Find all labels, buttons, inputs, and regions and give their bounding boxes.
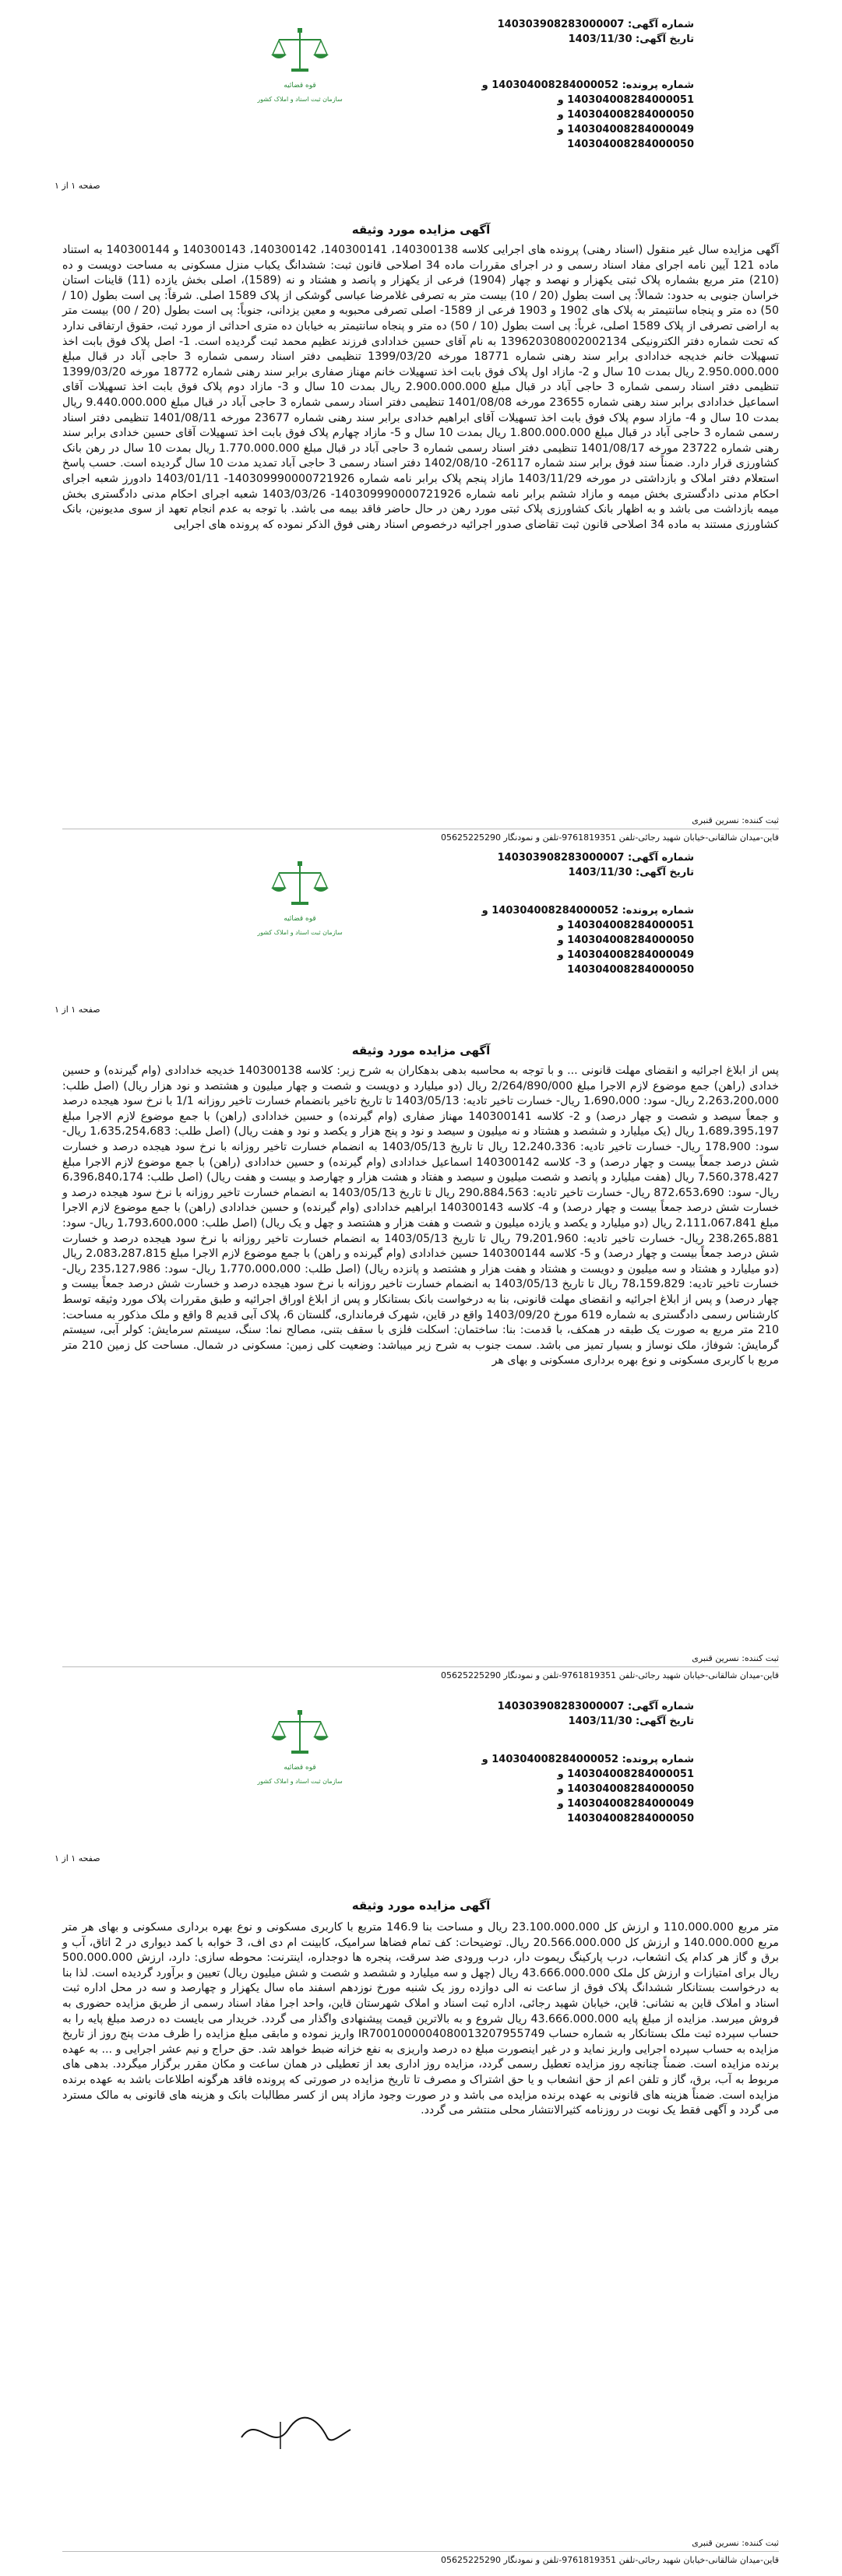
contact-info: قاین-میدان شالقانی-خیابان شهید رجائی-تلفن 9761819351-تلفن و نمودنگار 05625225290 bbox=[440, 832, 779, 843]
case-number: 140304008284000051 و bbox=[557, 1768, 694, 1780]
page-indicator: صفحه ۱ از ۱ bbox=[55, 181, 100, 191]
signer-name: نسرین قنبری bbox=[692, 815, 739, 825]
ad-body: متر مربع 110.000.000 و ارزش کل 23.100.000.000 ریال و مساحت بنا 146.9 متربع با کاربری مسکونی و نوع بهره برداری مسکونی و بهای هر متر مربع 140.000.000 و ارزش کل 20.566.000.000 ریال. توضیحات: کف تمام فضاها سرامیک، کابینت ام دی اف، 3 خوابه با کمد دیواری در 2 اتاق، آب و برق و گاز هر کدام یک انشعاب، درب پارکینگ ریموت دار، درب ورودی ضد سرقت، پنجره ها دوجداره، اینترنت: محوطه سازی: دارد، ارزش 500.000.000 ریال برای امتیازات و ارزش کل ملک 43.666.000.000 ریال (چهل و سه میلیارد و ششصد و شصت و شش میلیون ریال) تعیین و برآورد گردیده است. لذا بنا به درخواست بستانکار ششدانگ پلاک فوق از ساعت نه الی دوازده روز یک شنبه مورخ نوزدهم اسفند ماه سال یکهزار و چهارصد و سه در محل اداره ثبت اسناد و املاک قاین به نشانی: قاین، خیابان شهید رجائی، اداره ثبت اسناد و املاک شهرستان قاین، واحد اجرا مفاد اسناد رسمی از طریق مزایده حضوری به فروش میرسد. مزایده از مبلغ پایه 43.666.000.000 ریال شروع و به بالاترین قیمت پیشنهادی واگذار می گردد. خریدار می بایست ده درصد مبلغ پایه را به حساب سپرده ثبت ملک بستانکار به شماره حساب IR7001000004080013207955749 واریز نموده و مابقی مبلغ مزایده را ظرف مدت پنج روز از تاریخ مزایده به حساب سپرده اجرایی واریز نماید و در غیر اینصورت مبلغ ده درصد واریزی به نفع خزانه ضبط خواهد شد. حق حراج و نیم عشر اجرایی و ... به عهده برنده مزایده است. ضمناً چنانچه روز مزایده تعطیل رسمی گردد، مزایده روز اداری بعد از تعطیلی در همان ساعت و مکان مقرر برگزار میگردد. بدهی های مربوط به آب، برق، گاز و تلفن اعم از حق انشعاب و یا حق اشتراک و مصرف تا تاریخ مزایده در صورتی که پرونده فاقد هرگونه اطلاعات باشد به عهده برنده مزایده است. ضمناً هزینه های قانونی به عهده برنده مزایده می باشد و در صورت وجود مازاد پس از کسر مطالبات بانک و هزینه های قانونی به مالک مسترد می گردد و آگهی فقط یک نوبت در روزنامه کثیرالانتشار محلی منتشر می گردد. bbox=[62, 1921, 780, 2117]
ad-date: 1403/11/30 bbox=[568, 1716, 632, 1727]
ad-number-label: شماره آگهی: bbox=[627, 19, 694, 30]
ad-date-label: تاریخ آگهی: bbox=[636, 867, 694, 878]
case-number: 140304008284000050 و bbox=[557, 1783, 694, 1795]
signer-label: ثبت کننده: bbox=[742, 2538, 779, 2548]
ad-number: 140303908283000007 bbox=[497, 1701, 625, 1712]
svg-text:قوه قضائیه: قوه قضائیه bbox=[284, 915, 316, 923]
ad-block-2 bbox=[0, 849, 842, 1682]
handwritten-signature-icon bbox=[234, 2406, 358, 2464]
signature-area bbox=[62, 2537, 779, 2549]
case-number: 140304008284000049 و bbox=[557, 949, 694, 961]
contact-area bbox=[62, 1670, 779, 1681]
ad-meta bbox=[498, 17, 694, 47]
ad-title: آگهی مزایده مورد وثیقه bbox=[351, 1899, 491, 1913]
case-number: 140304008284000051 و bbox=[557, 920, 694, 931]
ad-number-label: شماره آگهی: bbox=[627, 1701, 694, 1712]
ad-date-label: تاریخ آگهی: bbox=[636, 1716, 694, 1727]
case-number: 140304008284000050 bbox=[567, 964, 694, 976]
signer-name: نسرین قنبری bbox=[692, 2538, 739, 2548]
signature-area bbox=[62, 1652, 779, 1664]
contact-info: قاین-میدان شالقانی-خیابان شهید رجائی-تلفن 9761819351-تلفن و نمودنگار 05625225290 bbox=[440, 1670, 779, 1680]
case-label: شماره پرونده: bbox=[622, 79, 694, 91]
case-number: 140304008284000052 و bbox=[481, 905, 619, 917]
ad-body: پس از ابلاغ اجرائیه و انقضای مهلت قانونی ... و با توجه به محاسبه بدهی بدهکاران به شرح زیر: کلاسه 140300138 خدیجه خدادادی (وام گیرنده) و حسین خدادی (راهن) جمع موضوع لازم الاجرا مبلغ 2/264/890/000 ریال (دو میلیارد و دویست و شصت و چهار میلیون و هشتصد و نود هزار ریال) (اصل طلب: 2،263،200،000 ریال- سود: 1،690،000 ریال- خسارت تاخیر تادیه: 1403/05/13 تا تاریخ تاخیر بانضمام خسارت تاخیر روزانه 1/1 با نرخ سود هیجده درصد و جمعاً سیصد و شصت و چهار درصد) و 2- کلاسه 140300141 مهناز صفاری (وام گیرنده) و حسین خدادادی (راهن) با جمع موضوع لازم الاجرا مبلغ 1،689،395،197 ریال (یک میلیارد و ششصد و هشتاد و نه میلیون و سیصد و نود و پنج هزار و یکصد و نود و هفت ریال) (اصل طلب: 1،635،254،683 ریال- سود: 178،900 ریال- خسارت تاخیر تادیه: 12،240،336 ریال تا تاریخ 1403/05/13 به انضمام خسارت تاخیر روزانه با نرخ سود هیجده درصد و خسارت شش درصد جمعاً بیست و چهار درصد) و 3- کلاسه 140300142 اسماعیل خدادادی (وام گیرنده) و حسین خدادادی (راهن) با جمع موضوع لازم الاجرا مبلغ 7،560،378،427 ریال (هفت میلیارد و پانصد و شصت میلیون و سیصد و هفتاد و هشت هزار و چهارصد و بیست و هفت ریال) (اصل طلب: 6،396،840،174 ریال- سود: 872،653،690 ریال- خسارت تاخیر تادیه: 290،884،563 ریال تا تاریخ 1403/05/13 به انضمام خسارت تاخیر روزانه با نرخ سود هیجده درصد و خسارت شش درصد جمعاً بیست و چهار درصد) و 4- کلاسه 140300143 ابراهیم خدادادی (وام گیرنده) و حسین خدادادی (راهن) با جمع موضوع لازم الاجرا مبلغ 2،111،067،841 ریال (دو میلیارد و یکصد و یازده میلیون و شصت و هفت هزار و هشتصد و چهل و یک ریال) (اصل طلب: 1،793،600،000 ریال- سود: 238،265،881 ریال- خسارت تاخیر تادیه: 79،201،960 ریال تا تاریخ 1403/05/13 به انضمام خسارت تاخیر روزانه با نرخ سود هیجده درصد و خسارت شش درصد جمعاً بیست و چهار درصد) و 5- کلاسه 140300144 حسین خدادادی (وام گیرنده و راهن) با جمع موضوع لازم الاجرا مبلغ 2،083،287،815 ریال (دو میلیارد و هشتاد و سه میلیون و دویست و هشتاد و هفت هزار و هشتصد و پانزده ریال) (اصل طلب: 1،770،000،000 ریال- سود: 235،127،986 ریال- خسارت تاخیر تادیه: 78،159،829 ریال تا تاریخ 1403/05/13 به انضمام خسارت تاخیر روزانه با نرخ سود هیجده درصد و خسارت شش درصد جمعاً بیست و چهار درصد) و پس از ابلاغ اجرائیه و انقضای مهلت قانونی، بنا به درخواست بانک بستانکار و پس از ابلاغ اوراق اجرائیه و طبق مقررات پلاک مورد وثیقه توسط کارشناس رسمی دادگستری به شماره 619 مورخ 1403/09/20 واقع در قاین، شهرک فرمانداری، گلستان 6، پلاک آبی قدیم 8 واقع و ملک مذکور به مساحت: 210 متر مربع به صورت یک طبقه در همکف، با قدمت: بنا: ساختمان: اسکلت فلزی با سقف بتنی، مصالح نما: سنگ، سیستم سرمایش: کولر آبی، سیستم گرمایش: شوفاژ، ملک نوساز و بسیار تمیز می باشد. سمت جنوب به شرح زیر میباشد: وضعیت کلی زمین: مسکونی در شمال. مساحت کل زمین 210 متر مربع با کاربری مسکونی و نوع بهره برداری مسکونی و بهای هر bbox=[62, 1065, 780, 1367]
signer-name: نسرین قنبری bbox=[692, 1653, 739, 1663]
ad-date: 1403/11/30 bbox=[568, 33, 632, 45]
ad-number: 140303908283000007 bbox=[497, 852, 625, 864]
svg-text:سازمان ثبت اسناد و املاک کشور: سازمان ثبت اسناد و املاک کشور bbox=[257, 96, 343, 103]
contact-info: قاین-میدان شالقانی-خیابان شهید رجائی-تلفن 9761819351-تلفن و نمودنگار 05625225290 bbox=[440, 2555, 779, 2565]
case-number: 140304008284000052 و bbox=[481, 79, 619, 91]
ad-date-label: تاریخ آگهی: bbox=[636, 33, 694, 45]
case-number: 140304008284000050 bbox=[567, 1813, 694, 1825]
ad-number-label: شماره آگهی: bbox=[627, 852, 694, 864]
svg-text:قوه قضائیه: قوه قضائیه bbox=[284, 1764, 316, 1772]
svg-text:قوه قضائیه: قوه قضائیه bbox=[284, 82, 316, 90]
ad-meta bbox=[498, 850, 694, 880]
svg-text:سازمان ثبت اسناد و املاک کشور: سازمان ثبت اسناد و املاک کشور bbox=[257, 929, 343, 936]
case-number: 140304008284000049 و bbox=[557, 124, 694, 135]
case-numbers bbox=[482, 1752, 694, 1826]
ad-body: آگهی مزایده سال غیر منقول (اسناد رهنی) پرونده های اجرایی کلاسه 140300138، 140300141، 140300142، 140300143 و 140300144 به استناد ماده 121 آیین نامه اجرای مفاد اسناد رسمی و در اجرای مقررات ماده 34 اصلاحی قانون ثبت: ششدانگ یکباب منزل مسکونی به مساحت دویست و ده (210) متر مربع بشماره پلاک ثبتی یکهزار و نهصد و چهار (1904) فرعی از یکهزار و پانصد و هشتاد و نه (1589)، اصلی بخش یازده (11) قاینات استان خراسان جنوبی به حدود: شمالاً: پی است بطول (20 / 10) بیست متر به تصرفی غلامرضا عباسی گوشکی از پلاک 1589 اصلی. شرقاً: پی است بطول (10 / 50) ده متر و پنجاه سانتیمتر به پلاک های 1902 و 1903 فرعی از 1589- اصلی تصرفی محبوبه و معین یزدانی، جنوباً: پی است بطول (20 / 00) بیست متر به اراضی تصرفی از پلاک 1589 اصلی، غرباً: پی است بطول (10 / 50) ده متر و پنجاه سانتیمتر به خیابان ده متری احداثی از مورد ثبت، حقوق ارتفاقی ندارد که تحت شماره دفتر الکترونیکی 139620308002002134 به نام آقای حسین خدادادی فرزند عظیم محمد ثبت گردیده است. 1- اصل پلاک فوق بابت اخذ تسهیلات خانم خدیجه خدادادی برابر سند رهنی شماره 18771 مورخه 1399/03/20 تنظیمی دفتر اسناد رسمی شماره 3 حاجی آباد در قبال مبلغ 2.950.000.000 ریال بمدت 10 سال و 2- مازاد اول پلاک فوق بابت اخذ تسهیلات خانم مهناز صفاری برابر سند رهنی شماره 18772 مورخه 1399/03/20 تنظیمی دفتر اسناد رسمی شماره 3 حاجی آباد در قبال مبلغ 2.900.000.000 ریال بمدت 10 سال و 3- مازاد دوم پلاک فوق بابت اخذ تسهیلات آقای اسماعیل خدادادی برابر سند رهنی شماره 23655 مورخه 1401/08/08 تنظیمی دفتر اسناد رسمی شماره 3 حاجی آباد در قبال مبلغ 9.440.000.000 ریال بمدت 10 سال و 4- مازاد سوم پلاک فوق بابت اخذ تسهیلات آقای ابراهیم خدادی برابر سند رهنی شماره 23677 مورخه 1401/08/11 تنظیمی دفتر اسناد رسمی شماره 3 حاجی آباد در قبال مبلغ 1.800.000.000 ریال بمدت 10 سال و 5- مازاد چهارم پلاک فوق بابت اخذ تسهیلات آقای حسین خدادی برابر سند رهنی شماره 23722 مورخه 1401/08/17 تنظیمی دفتر اسناد رسمی شماره 3 حاجی آباد در قبال مبلغ 1.770.000.000 ریال بمدت 10 سال در رهن بانک کشاورزی قرار دارد. ضمناً سند فوق برابر سند شماره 26117- 1402/08/10 دفتر اسناد رسمی 3 حاجی آباد تمدید مدت 10 سال گردیده است. حسب پاسخ استعلام دفتر املاک و بازداشتی در مورخه 1403/11/29 مازاد پنجم پلاک برابر نامه شماره 140309990000721926- 1403/01/11 دادورز شعبه اجرای احکام مدنی دادگستری بخش میمه و مازاد ششم برابر نامه شماره 140309990000721926- 1403/03/26 شعبه اجرای احکام مدنی دادگستری بخش میمه بازداشت می باشد و به اظهار بانک کشاورزی پلاک ثبتی مورد رهن در حال حاضر فاقد بیمه می باشد. با توجه به عدم انجام تعهد از سوی مدیونین، بانک کشاورزی مستند به ماده 34 اصلاحی قانون ثبت تقاضای صدور اجرائیه درخصوص اسناد رهنی فوق الذکر نموده که پرونده های اجرایی bbox=[62, 244, 780, 531]
ad-number: 140303908283000007 bbox=[497, 19, 625, 30]
case-number: 140304008284000051 و bbox=[557, 94, 694, 106]
signer-label: ثبت کننده: bbox=[742, 1653, 779, 1663]
page-indicator: صفحه ۱ از ۱ bbox=[55, 1005, 100, 1015]
judiciary-emblem-icon bbox=[257, 1705, 343, 1799]
contact-area bbox=[62, 832, 779, 843]
case-number: 140304008284000049 و bbox=[557, 1798, 694, 1810]
case-number: 140304008284000050 bbox=[567, 139, 694, 150]
signature-area bbox=[62, 815, 779, 826]
case-number: 140304008284000050 و bbox=[557, 109, 694, 121]
divider bbox=[62, 2551, 779, 2552]
ad-block-3 bbox=[0, 1682, 842, 2576]
svg-text:سازمان ثبت اسناد و املاک کشور: سازمان ثبت اسناد و املاک کشور bbox=[257, 1778, 343, 1785]
ad-date: 1403/11/30 bbox=[568, 867, 632, 878]
case-number: 140304008284000052 و bbox=[481, 1754, 619, 1765]
case-numbers bbox=[482, 903, 694, 977]
case-number: 140304008284000050 و bbox=[557, 934, 694, 946]
ad-block-1 bbox=[0, 0, 842, 849]
page-indicator: صفحه ۱ از ۱ bbox=[55, 1853, 100, 1863]
case-label: شماره پرونده: bbox=[622, 905, 694, 917]
signer-label: ثبت کننده: bbox=[742, 815, 779, 825]
ad-meta bbox=[498, 1699, 694, 1729]
contact-area bbox=[62, 2554, 779, 2566]
case-numbers bbox=[482, 78, 694, 152]
ad-title: آگهی مزایده مورد وثیقه bbox=[351, 1043, 491, 1057]
ad-title: آگهی مزایده مورد وثیقه bbox=[351, 223, 491, 237]
divider bbox=[62, 1666, 779, 1667]
judiciary-emblem-icon bbox=[257, 23, 343, 117]
case-label: شماره پرونده: bbox=[622, 1754, 694, 1765]
judiciary-emblem-icon bbox=[257, 857, 343, 950]
